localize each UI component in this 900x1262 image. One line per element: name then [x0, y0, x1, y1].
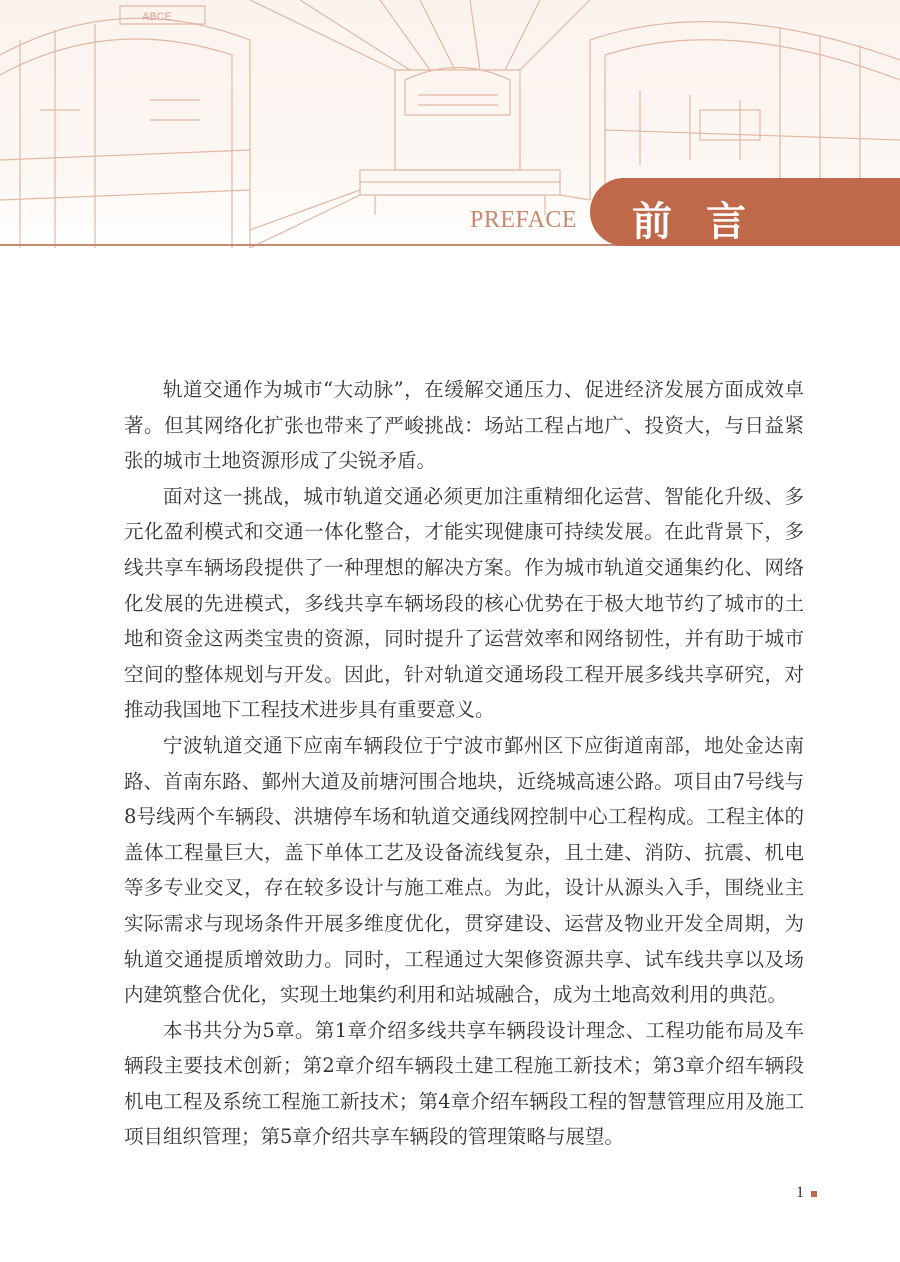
- paragraph-3: 宁波轨道交通下应南车辆段位于宁波市鄞州区下应街道南部，地处金达南路、首南东路、鄞州大道及前塘河围合地块，近绕城高速公路。项目由7号线与8号线两个车辆段、洪塘停车场和轨道交通线网控制中心工程构成。工程主体的盖体工程量巨大，盖下单体工艺及设备流线复杂，且土建、消防、抗震、机电等多专业交叉，存在较多设计与施工难点。为此，设计从源头入手，围绕业主实际需求与现场条件开展多维度优化，贯穿建设、运营及物业开发全周期，为轨道交通提质增效助力。同时，工程通过大架修资源共享、试车线共享以及场内建筑整合优化，实现土地集约利用和站城融合，成为土地高效利用的典范。: [124, 733, 804, 1007]
- paragraph-1: 轨道交通作为城市“大动脉”，在缓解交通压力、促进经济发展方面成效卓著。但其网络化扩张也带来了严峻挑战：场站工程占地广、投资大，与日益紧张的城市土地资源形成了尖锐矛盾。: [124, 378, 804, 473]
- paragraph-4: 本书共分为5章。第1章介绍多线共享车辆段设计理念、工程功能布局及车辆段主要技术创新；第2章介绍车辆段土建工程施工新技术；第3章介绍车辆段机电工程及系统工程施工新技术；第4章介绍车辆段工程的智慧管理应用及施工项目组织管理；第5章介绍共享车辆段的管理策略与展望。: [124, 1018, 804, 1149]
- station-sign-text: ABCE: [142, 11, 172, 23]
- page-number: 1: [796, 1184, 804, 1201]
- preface-body: [124, 372, 804, 1155]
- english-heading: PREFACE: [470, 207, 578, 233]
- chinese-heading: 前言: [632, 198, 780, 245]
- paragraph-2: 面对这一挑战，城市轨道交通必须更加注重精细化运营、智能化升级、多元化盈利模式和交通一体化整合，才能实现健康可持续发展。在此背景下，多线共享车辆场段提供了一种理想的解决方案。作为城市轨道交通集约化、网络化发展的先进模式，多线共享车辆场段的核心优势在于极大地节约了城市的土地和资金这两类宝贵的资源，同时提升了运营效率和网络韧性，并有助于城市空间的整体规划与开发。因此，针对轨道交通场段工程开展多线共享研究，对推动我国地下工程技术进步具有重要意义。: [124, 484, 804, 722]
- page-marker-square: [811, 1191, 817, 1197]
